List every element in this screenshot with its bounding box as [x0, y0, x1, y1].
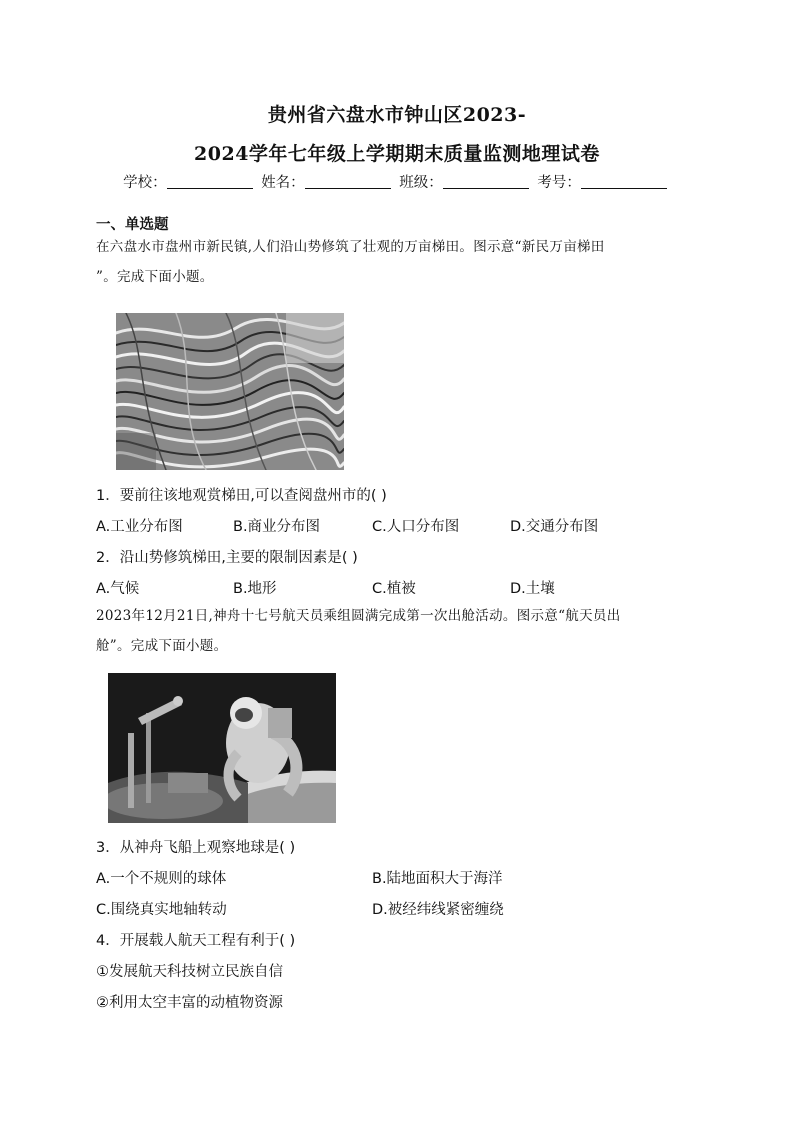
class-blank[interactable] — [443, 174, 529, 189]
q2-option-b[interactable]: B.地形 — [233, 581, 277, 597]
q3-option-c[interactable]: C.围绕真实地轴转动 — [96, 902, 227, 918]
question-4-stem: 4．开展载人航天工程有利于( ) — [96, 933, 296, 949]
school-label: 学校： — [123, 175, 167, 191]
astronaut-photo — [108, 673, 336, 823]
q4-item-2: ②利用太空丰富的动植物资源 — [96, 995, 283, 1011]
astronaut-photo-graphic — [108, 673, 336, 823]
page-title-line2: 2024学年七年级上学期期末质量监测地理试卷 — [194, 143, 600, 165]
q2-option-c[interactable]: C.植被 — [372, 581, 416, 597]
question-3-stem: 3．从神舟飞船上观察地球是( ) — [96, 840, 296, 856]
q3-option-b[interactable]: B.陆地面积大于海洋 — [372, 871, 503, 887]
q2-option-a[interactable]: A.气候 — [96, 581, 140, 597]
passage-1-line2: ”。完成下面小题。 — [96, 269, 214, 285]
q1-option-c[interactable]: C.人口分布图 — [372, 519, 460, 535]
passage-2-line2: 舱”。完成下面小题。 — [96, 638, 228, 654]
section-heading: 一、单选题 — [96, 217, 169, 233]
terrace-photo-graphic — [116, 313, 344, 470]
terrace-photo — [116, 313, 344, 470]
exam-number-blank[interactable] — [581, 174, 667, 189]
exam-number-label: 考号： — [537, 175, 581, 191]
school-blank[interactable] — [167, 174, 253, 189]
q1-option-b[interactable]: B.商业分布图 — [233, 519, 321, 535]
class-label: 班级： — [399, 175, 443, 191]
q1-option-a[interactable]: A.工业分布图 — [96, 519, 183, 535]
page-title-line1: 贵州省六盘水市钟山区2023- — [267, 104, 527, 126]
q2-option-d[interactable]: D.土壤 — [510, 581, 555, 597]
name-label: 姓名： — [261, 175, 305, 191]
question-2-stem: 2．沿山势修筑梯田,主要的限制因素是( ) — [96, 550, 358, 566]
question-1-stem: 1．要前往该地观赏梯田,可以查阅盘州市的( ) — [96, 488, 387, 504]
passage-1 — [96, 232, 702, 292]
q3-option-d[interactable]: D.被经纬线紧密缠绕 — [372, 902, 504, 918]
q1-option-d[interactable]: D.交通分布图 — [510, 519, 599, 535]
name-blank[interactable] — [305, 174, 391, 189]
passage-1-line1: 在六盘水市盘州市新民镇,人们沿山势修筑了壮观的万亩梯田。图示意“新民万亩梯田 — [96, 239, 605, 255]
student-info-row — [0, 171, 794, 192]
passage-2 — [96, 601, 702, 661]
q3-option-a[interactable]: A.一个不规则的球体 — [96, 871, 227, 887]
passage-2-line1: 2023年12月21日,神舟十七号航天员乘组圆满完成第一次出舱活动。图示意“航天员出 — [96, 608, 621, 624]
q4-item-1: ①发展航天科技树立民族自信 — [96, 964, 283, 980]
